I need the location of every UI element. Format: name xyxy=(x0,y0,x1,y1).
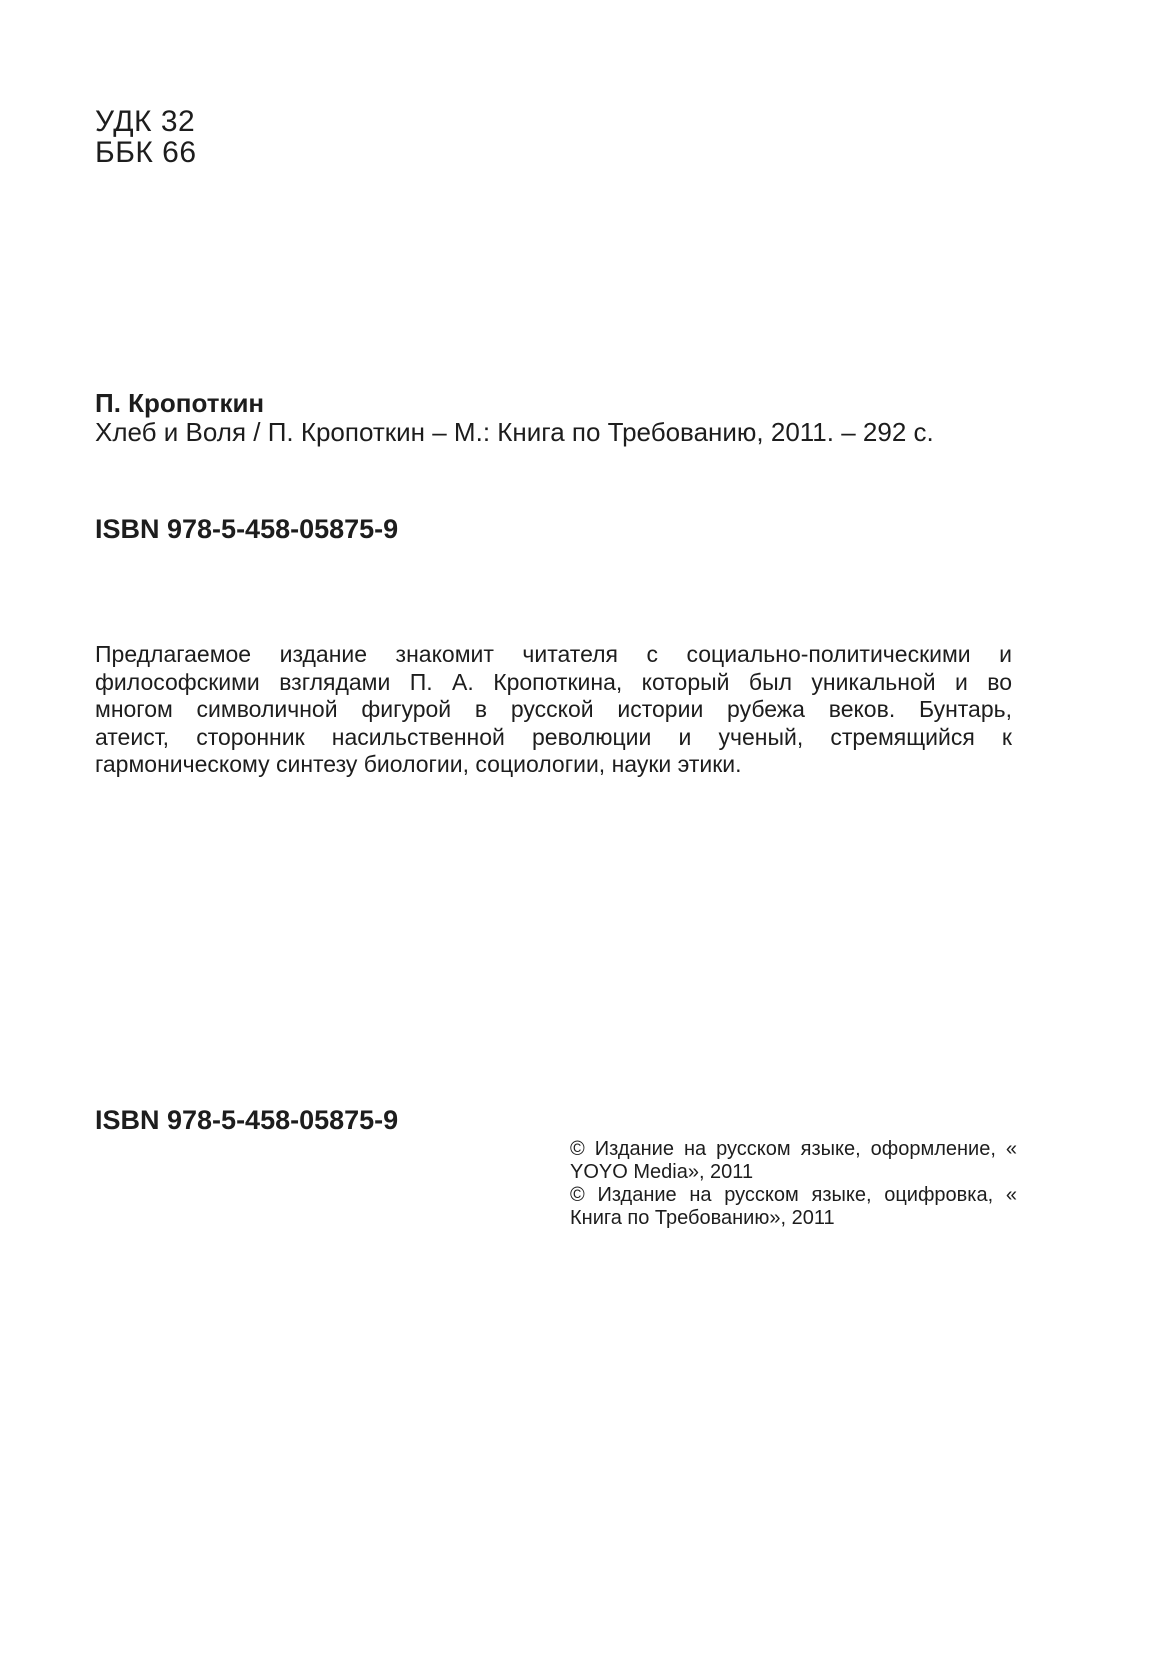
isbn-bottom: ISBN 978-5-458-05875-9 xyxy=(95,1105,399,1135)
bibliographic-entry: Хлеб и Воля / П. Кропоткин – М.: Книга по Требованию, 2011. – 292 с. xyxy=(95,417,934,447)
annotation-line: Предлагаемое издание знакомит читателя с социально-политическими и xyxy=(95,641,1012,667)
isbn-top: ISBN 978-5-458-05875-9 xyxy=(95,514,399,544)
bibliographic-record xyxy=(95,389,934,447)
udk-code: УДК 32 xyxy=(95,105,196,138)
author-name: П. Кропоткин xyxy=(95,388,265,418)
bbk-code: ББК 66 xyxy=(95,136,197,169)
annotation-paragraph xyxy=(95,641,1012,779)
copyright-entry-line: YOYO Media», 2011 xyxy=(570,1161,754,1183)
annotation-line: многом символичной фигурой в русской истории рубежа веков. Бунтарь, xyxy=(95,696,1012,722)
copyright-entry-line: © Издание на русском языке, оформление, « xyxy=(570,1138,1017,1160)
copyright-entry-line: Книга по Требованию», 2011 xyxy=(570,1207,835,1229)
classification-codes xyxy=(95,106,197,168)
copyright-block xyxy=(570,1138,1017,1230)
annotation-line: гармоническому синтезу биологии, социологии, науки этики. xyxy=(95,751,742,777)
annotation-line: философскими взглядами П. А. Кропоткина, который был уникальной и во xyxy=(95,668,1012,695)
copyright-entry-line: © Издание на русском языке, оцифровка, « xyxy=(570,1184,1017,1206)
annotation-line: атеист, сторонник насильственной революции и ученый, стремящийся к xyxy=(95,723,1012,750)
